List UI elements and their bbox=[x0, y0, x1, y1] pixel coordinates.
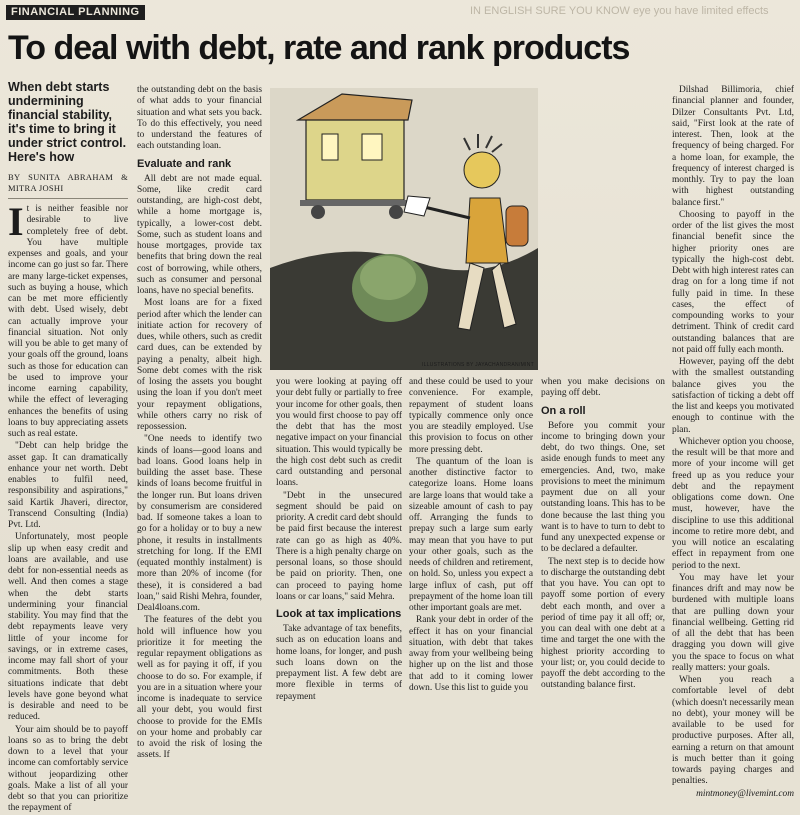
byline: BY SUNITA ABRAHAM & MITRA JOSHI bbox=[8, 172, 128, 193]
headline: To deal with debt, rate and rank products bbox=[8, 29, 630, 67]
body-paragraph: The features of the debt you hold will influence how you prioritize it for meeting the regular repayment obligations as well as for paying it off, if you choose to do so. For example, if you are in a situation where your income is inadequate to service all your debt, you would first choose to provide for the EMIs on your home and probably car to avoid the risk of losing the assets. If bbox=[137, 615, 262, 761]
body-paragraph: You may have let your finances drift and may now be burdened with multiple loans that are pulling down your financial wellbeing. Getting rid of all the debt that has been dragging you down will give you the space to focus on what really matters: your goals. bbox=[672, 572, 794, 673]
body-paragraph: When you reach a comfortable level of debt (which doesn't necessarily mean no debt), your money will be available to be used for productive purposes. After all, earning a return on that amount is much better than it going towards paying charges and penalties. bbox=[672, 675, 794, 787]
subhead-evaluate: Evaluate and rank bbox=[137, 157, 232, 170]
body-paragraph: "Debt can help bridge the asset gap. It can dramatically enhance your net worth. Debt enables to fulfil need, responsibility and aspirations," said Kartik Jhaveri, director, Transcend Consulting (India) Pvt. Ltd. bbox=[8, 441, 128, 530]
body-paragraph: Your aim should be to payoff loans so as to bring the debt down to a level that your income can comfortably service without jeopardizing other goals. Make a list of all your debt so that you can prioritize the repayment of bbox=[8, 724, 128, 814]
column-2 bbox=[137, 85, 262, 761]
body-paragraph: "One needs to identify two kinds of loans—good loans and bad loans. Good loans help in building the asset base. These kinds of loans become fruitful in the longer run. But loans driven by consumerism are considered bad. If someone takes a loan to go for a holiday or to buy a new phone, it results in installments stretching for long. If the EMI (equated monthly instalment) is more than 20% of income (for these), it is considered a bad loan," said Rishi Mehra, founder, Deal4loans.com. bbox=[137, 434, 262, 613]
drop-cap: I bbox=[8, 199, 24, 244]
body-paragraph: Choosing to payoff in the order of the list gives the most financial benefit since the higher priority ones are typically the high-cost debt. Debt with high interest rates can drag on for a long time if not fully paid in time. In these cases, the effect of compounding works to your detriment. Think of credit card outstanding balances that are not paid off fully each month. bbox=[672, 209, 794, 355]
body-paragraph: All debt are not made equal. Some, like credit card outstanding, are high-cost debt, while a home mortgage is, typically, a lower-cost debt. Some, such as student loans and house mortgages, provide tax benefits that bring down the real cost of borrowing, while others, such as consumer and personal loans, have no special benefits. bbox=[137, 173, 262, 296]
body-paragraph: when you make decisions on paying off debt. bbox=[541, 377, 665, 399]
column-6 bbox=[672, 85, 794, 799]
body-paragraph: It is neither feasible nor desirable to live completely free of debt. You have multiple expenses and goals, and your income can go just so far. There are many large-ticket expenses, such as buying a house, which can be met more efficiently with debt. Used wisely, debt can actually improve your financial situation. Not only will you be able to get many of your goals off the ground, loans such as those for education can be used to improve your income earning capability, while the effect of leveraging enhances the benefits of using loans to buy appreciating assets such as real estate. bbox=[8, 199, 128, 439]
body-paragraph: Unfortunately, most people slip up when easy credit and loans are available, and use debt for non-essential needs as well. And then comes a stage when the debt starts undermining your financial stability. You may find that the debt repayments leave very little of your income for savings, or in extreme cases, income may fall short of your commitments. Both these situations indicate that debt levels have gone beyond what is desirable and need to be reduced. bbox=[8, 532, 128, 723]
body-paragraph: "Debt in the unsecured segment should be paid on priority. A credit card debt should be paid first because the interest rate can go as high as 40%. There is a high penalty charge on personal loans, so those should be paid on priority. Then, one can proceed to paying home loans or car loans," said Mehra. bbox=[276, 490, 402, 602]
body-paragraph: the outstanding debt on the basis of what adds to your financial situation and what sets you back. To do this effectively, you need to understand the features of each outstanding loan. bbox=[137, 85, 262, 152]
column-4 bbox=[409, 377, 533, 693]
bleed-through-text: IN ENGLISH SURE YOU KNOW eye you have limited effects bbox=[470, 5, 769, 17]
illustration bbox=[270, 88, 538, 370]
body-paragraph: Most loans are for a fixed period after which the lender can initiate action for recovery of dues, while others, such as credit card dues, can be extended by paying a penalty, albeit high. Some debt comes with the risk of losing the assets you bought using the loan if you don't meet your repayment obligations, while others carry no risk of repossession. bbox=[137, 298, 262, 432]
body-paragraph: The quantum of the loan is another distinctive factor to categorize loans. Home loans are large loans that would take a sizeable amount of cash to pay off. Arranging the funds to prepay such a large sum early may mean that you have to put your other goals, such as the needs of children and retirement, on hold. So, unless you expect a large influx of cash, put off prepayment of the home loan till other important goals are met. bbox=[409, 456, 533, 613]
column-5 bbox=[541, 377, 665, 691]
column-3 bbox=[276, 377, 402, 702]
body-paragraph: Take advantage of tax benefits, such as on education loans and home loans, for longer, and push such loans down on the prepayment list. A few debt are more flexible in terms of repayment bbox=[276, 624, 402, 702]
section-kicker: FINANCIAL PLANNING bbox=[6, 5, 145, 20]
body-paragraph: Before you commit your income to bringing down your debt, do two things. One, set aside enough funds to meet any emergencies. And, two, make provisions to meet the minimum payment due on all your outstanding loans. This has to be done because the last thing you want is to have to turn to debt to fund any unexpected expense or to be declared a defaulter. bbox=[541, 420, 665, 555]
column-1 bbox=[8, 80, 128, 814]
body-paragraph: Rank your debt in order of the effect it has on your financial situation, with debt that takes away from your wellbeing being higher up on the list and those that add to it coming lower down. Use this list to guide you bbox=[409, 615, 533, 693]
body-paragraph: and these could be used to your convenience. For example, repayment of student loans typically commence only once you are steadily employed. Use this provision to focus on other more pressing debt. bbox=[409, 377, 533, 455]
body-paragraph: The next step is to decide how to discharge the outstanding debt that you have. You can opt to payoff some portion of every debt each month, and over a period of time pay it all off; or, you can deal with one debt at a time and target the one with the highest priority according to your list; or, you could decide to payoff the debt according to the outstanding balance first. bbox=[541, 556, 665, 691]
deck: When debt starts undermining financial stability, it's time to bring it under strict control. Here's how bbox=[8, 80, 127, 164]
author-email: mintmoney@livemint.com bbox=[696, 788, 794, 799]
body-paragraph: you were looking at paying off your debt fully or partially to free your income for other goals, then you would first choose to pay off the debt that has the most negative impact on your financial situation. This would typically be the high cost debt such as credit card outstanding and personal loans. bbox=[276, 377, 402, 489]
body-paragraph: Whichever option you choose, the result will be that more and more of your income will get freed up as you reduce your debt and the repayment obligations come down. One must, however, have the discipline to use this additional income to retire more debt, and you will notice an escalating effect in repayment from one period to the next. bbox=[672, 436, 794, 571]
divider bbox=[8, 198, 128, 199]
illustration-credit: ILLUSTRATIONS BY JAYACHANDRAN/MINT bbox=[421, 362, 534, 368]
subhead-on-a-roll: On a roll bbox=[541, 404, 586, 417]
body-paragraph: Dilshad Billimoria, chief financial planner and founder, Dilzer Consultants Pvt. Ltd, said, "First look at the rate of interest. Then, look at the frequency of being charged. For a home loan, for example, the frequency of interest charged is monthly. Try to pay the loan with highest outstanding balance first." bbox=[672, 85, 794, 208]
subhead-tax: Look at tax implications bbox=[276, 608, 402, 620]
body-paragraph: However, paying off the debt with the smallest outstanding balance gives you the satisfaction of ticking a debt off the list and keeps you motivated enough to continue with the plan. bbox=[672, 357, 794, 435]
man-shovelling-money-illustration bbox=[270, 88, 538, 370]
